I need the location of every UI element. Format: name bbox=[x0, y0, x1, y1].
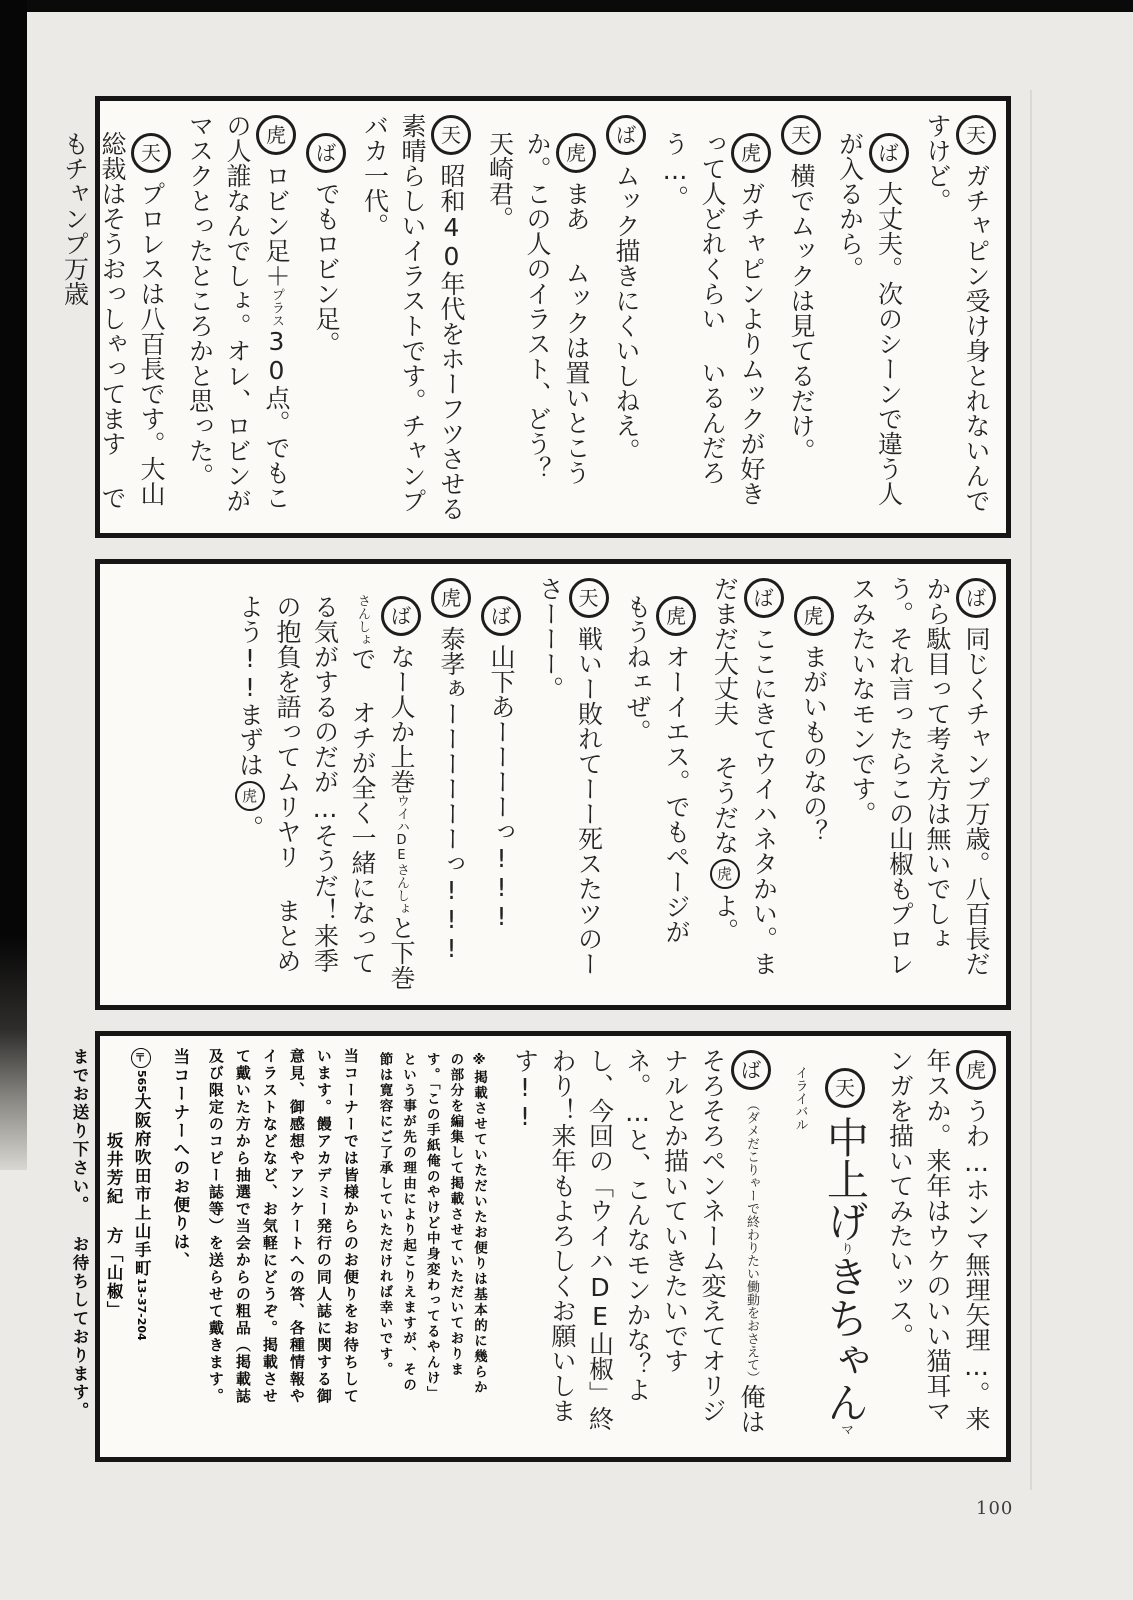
dialogue-flow-2 bbox=[100, 564, 1006, 1005]
speaker-badge: ば bbox=[381, 596, 421, 636]
speaker-badge: 虎 bbox=[731, 133, 771, 173]
speech-ば bbox=[831, 113, 909, 521]
speech-text: 横でムックは見てるだけ。 bbox=[787, 163, 816, 463]
speech-ば bbox=[844, 576, 997, 993]
speaker-badge: 虎 bbox=[556, 133, 596, 173]
speaker-badge: ば bbox=[869, 133, 909, 173]
mailing-address bbox=[99, 1048, 155, 1445]
speech-text: まがいものなの？ bbox=[799, 644, 829, 844]
speech-天 bbox=[781, 113, 821, 521]
speaker-badge: ば bbox=[306, 133, 346, 173]
letters-corner-invitation: 当コーナーでは皆様からのお便りをお待ちしています。饅アカデミー発行の同人誌に関する御意見、御感想やアンケートへの答、各種情報やイラストなどなど、お気軽にどうぞ。掲載させて戴いた方から抽選で当会からの粗品（掲載誌及び限定のコピー誌等）を送らせて戴きます。 bbox=[206, 1048, 360, 1405]
speech-天 bbox=[919, 113, 997, 521]
speech-text: 中上げ bbox=[821, 1116, 870, 1242]
speech-虎 bbox=[181, 113, 296, 521]
speech-text: 同じくチャンプ万歳。八百長だから駄目って考え方は無いでしょう。それ言ったらこの山椒もプロレスみたいなモンです。 bbox=[848, 576, 991, 976]
speaker-badge: 天 bbox=[781, 115, 821, 155]
speech-text: ここにきてウイハネタかい。まだまだ大丈夫 そうだな bbox=[710, 576, 779, 976]
speech-虎 bbox=[656, 113, 771, 521]
speech-ば bbox=[506, 1048, 771, 1445]
speech-text: り bbox=[838, 1242, 853, 1255]
speech-text: と下巻 bbox=[387, 915, 416, 990]
scan-artifact-left bbox=[0, 0, 27, 1170]
speech-text: プロレスは八百長です。大山総裁はそうおっしゃってます でもチャンプ万歳 bbox=[60, 131, 166, 510]
speech-text: ガチャピンよりムックが好きって人どれくらい いるんだろう…。 bbox=[660, 131, 766, 506]
scan-artifact-right-edge bbox=[1030, 90, 1032, 1490]
postal-mark-icon: 〒 bbox=[131, 1048, 151, 1068]
address-line: 大阪府吹田市上山手町 bbox=[132, 1092, 152, 1278]
speaker-badge-inline: 虎 bbox=[235, 781, 265, 811]
speech-text: きちゃん bbox=[821, 1255, 870, 1423]
speaker-badge: ば bbox=[481, 596, 521, 636]
speech-天 bbox=[356, 113, 471, 521]
speech-天 bbox=[531, 576, 609, 993]
speech-text: 山下あーーーーっ!!! bbox=[487, 644, 516, 931]
speech-ば bbox=[481, 576, 521, 993]
speech-text: さんしょ bbox=[355, 594, 370, 646]
speech-text: でもロビン足。 bbox=[312, 181, 341, 356]
speaker-badge: 天 bbox=[569, 578, 609, 618]
speaker-badge: 天 bbox=[956, 115, 996, 155]
speech-虎 bbox=[431, 576, 471, 993]
speaker-badge: ば bbox=[956, 578, 996, 618]
speech-text: （ダメだこりゃーで終わりたい働動をおさえて） bbox=[744, 1098, 759, 1384]
dialogue-flow-1 bbox=[60, 101, 1006, 533]
speech-天 bbox=[781, 1048, 871, 1445]
speech-ば bbox=[606, 113, 646, 521]
speech-虎 bbox=[881, 1048, 996, 1445]
speaker-badge: 虎 bbox=[656, 596, 696, 636]
addressee: 坂井芳紀 方「山椒」 bbox=[104, 1132, 124, 1320]
speech-text: 昭和40年代をホーフツさせる素晴らしいイラストです。チャンプバカ一代。 bbox=[360, 113, 466, 521]
speaker-badge: 天 bbox=[131, 133, 171, 173]
speech-text: 俺はそろそろペンネーム変えてオリジナルとか描いていきたいですネ。…と、こんなモンかな？よし、今回の「ウイハDE山椒」終わり！来年もよろしくお願いします!! bbox=[510, 1048, 766, 1434]
speaker-badge: ば bbox=[731, 1050, 771, 1090]
speech-虎 bbox=[794, 576, 834, 993]
speaker-badge: 天 bbox=[431, 115, 471, 155]
speech-text: で オチが全く一緒になってる気がするのだが…そうだ！来季の抱負を語ってムリヤリ まとめよう!!まずは bbox=[235, 594, 377, 975]
speech-text: なー人か上巻 bbox=[387, 644, 416, 794]
speech-虎 bbox=[481, 113, 596, 521]
speech-天 bbox=[56, 113, 171, 521]
speaker-badge: 虎 bbox=[256, 115, 296, 155]
speaker-badge: ば bbox=[744, 578, 784, 618]
speech-text: マイライバル bbox=[792, 1066, 853, 1436]
dialogue-panel-2 bbox=[95, 559, 1011, 1010]
speaker-badge: 天 bbox=[825, 1068, 865, 1108]
speaker-badge: 虎 bbox=[431, 578, 471, 618]
speaker-badge: 虎 bbox=[794, 596, 834, 636]
speech-ば bbox=[306, 113, 346, 521]
postal-code: 565 bbox=[135, 1070, 149, 1093]
mail-instruction-closing: までお送り下さい。 お待ちしております。 bbox=[70, 1048, 90, 1421]
dialogue-flow-3 bbox=[70, 1036, 1006, 1457]
speech-text: 泰孝ぁーーーーーーっ!!! bbox=[437, 626, 466, 963]
speech-text: 大丈夫。次のシーンで違う人が入るから。 bbox=[835, 131, 904, 506]
speech-text: ガチャピン受け身とれないんですけど。 bbox=[923, 113, 991, 513]
speech-text: プラス bbox=[269, 288, 284, 327]
editor-note: ※掲載させていただいたお便りは基本的に幾らかの部分を編集して掲載させていただいております。「この手紙俺のやけど中身変わってるやんけ」という事が先の理由により起こりえますが、その節は寛容にご了承していただければ幸いです。 bbox=[376, 1052, 487, 1402]
speech-ば bbox=[706, 576, 784, 993]
speech-text: 。 bbox=[235, 815, 265, 840]
handwritten-dialogue-group bbox=[506, 1048, 996, 1445]
address-number: 13-37-204 bbox=[135, 1277, 149, 1341]
speaker-badge: 虎 bbox=[956, 1050, 996, 1090]
speech-text: ムック描きにくいしねえ。 bbox=[612, 163, 641, 463]
speaker-badge: ば bbox=[606, 115, 646, 155]
speaker-badge-inline: 虎 bbox=[710, 859, 740, 889]
speech-虎 bbox=[619, 576, 697, 993]
scan-artifact-top bbox=[0, 0, 1133, 12]
speech-text: ウイハDEさんしょ bbox=[394, 794, 409, 915]
speech-text: オーイエス。でもページが もうねェぜ。 bbox=[623, 594, 691, 944]
speech-text: 戦いー敗れてーー死スたツのーさーーー。 bbox=[535, 576, 604, 976]
mail-instruction-lead: 当コーナーへのお便りは、 bbox=[170, 1048, 190, 1270]
dialogue-panel-1 bbox=[60, 96, 1011, 538]
speech-ば bbox=[231, 576, 421, 993]
dialogue-and-mail-panel bbox=[70, 1031, 1011, 1462]
speech-text: まあ ムックは置いとこうか。この人のイラスト、どう？ 天崎君。 bbox=[485, 131, 591, 485]
address-indent bbox=[113, 1048, 114, 1132]
page-number: 100 bbox=[976, 1498, 1014, 1519]
speech-text: ロビン足＋ bbox=[262, 163, 291, 288]
speech-text: 30点。でもこの人誰なんでしょ。オレ、ロビンがマスクとったところかと思った。 bbox=[185, 113, 291, 513]
speech-text: よ。 bbox=[710, 893, 740, 943]
speech-text: うわ…ホンマ無理矢理…。来年スか。来年はウケのいい猫耳マンガを描いてみたいッス。 bbox=[885, 1048, 991, 1431]
